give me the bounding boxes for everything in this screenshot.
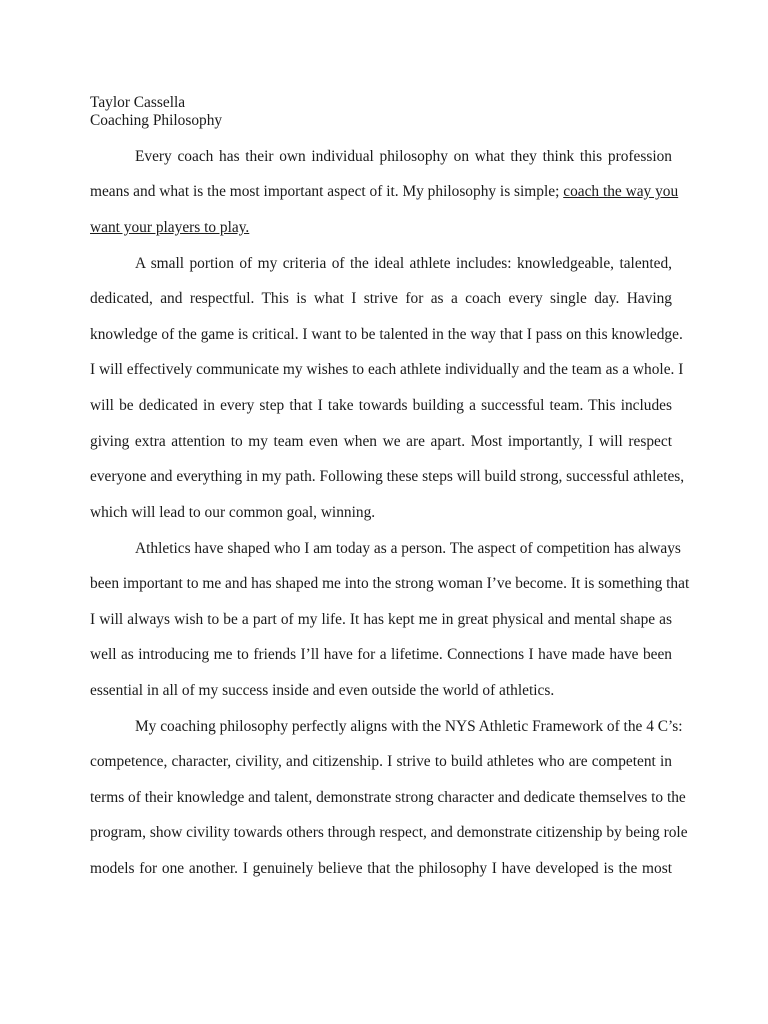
paragraph-line: I will effectively communicate my wishes to each athlete individually and the team as a whole. I [90, 361, 684, 378]
paragraph-line: I will always wish to be a part of my life. It has kept me in great physical and mental shape as [90, 611, 672, 628]
paragraph-line: terms of their knowledge and talent, demonstrate strong character and dedicate themselves to the [90, 789, 686, 806]
paragraph-line: everyone and everything in my path. Following these steps will build strong, successful athletes, [90, 468, 685, 485]
paragraph-line: program, show civility towards others through respect, and demonstrate citizenship by being role [90, 824, 688, 841]
document-title: Coaching Philosophy [90, 112, 223, 129]
paragraph-line: A small portion of my criteria of the ideal athlete includes: knowledgeable, talented, [135, 255, 672, 272]
paragraph-line: which will lead to our common goal, winning. [90, 504, 376, 521]
paragraph-line: well as introducing me to friends I’ll have for a lifetime. Connections I have made have been [90, 646, 672, 663]
paragraph-text: means and what is the most important aspect of it. My philosophy is simple; [90, 183, 560, 200]
paragraph-line: essential in all of my success inside and even outside the world of athletics. [90, 682, 555, 699]
paragraph-line: My coaching philosophy perfectly aligns with the NYS Athletic Framework of the 4 C’s: [135, 718, 683, 735]
paragraph-line: giving extra attention to my team even when we are apart. Most importantly, I will respect [90, 433, 672, 450]
paragraph-line: Athletics have shaped who I am today as a person. The aspect of competition has always [135, 540, 681, 557]
paragraph-line: will be dedicated in every step that I take towards building a successful team. This includes [90, 397, 672, 414]
author-name: Taylor Cassella [90, 94, 186, 111]
paragraph-line: knowledge of the game is critical. I want to be talented in the way that I pass on this knowledge. [90, 326, 683, 343]
paragraph-line: competence, character, civility, and citizenship. I strive to build athletes who are competent in [90, 753, 672, 770]
paragraph-line: been important to me and has shaped me into the strong woman I’ve become. It is something that [90, 575, 690, 592]
underlined-phrase: want your players to play. [90, 219, 250, 236]
paragraph-line [90, 183, 679, 200]
underlined-phrase: coach the way you [563, 183, 679, 200]
paragraph-line: Every coach has their own individual philosophy on what they think this profession [135, 148, 672, 165]
paragraph-line: dedicated, and respectful. This is what I strive for as a coach every single day. Having [90, 290, 672, 307]
paragraph-line: models for one another. I genuinely believe that the philosophy I have developed is the most [90, 860, 672, 877]
